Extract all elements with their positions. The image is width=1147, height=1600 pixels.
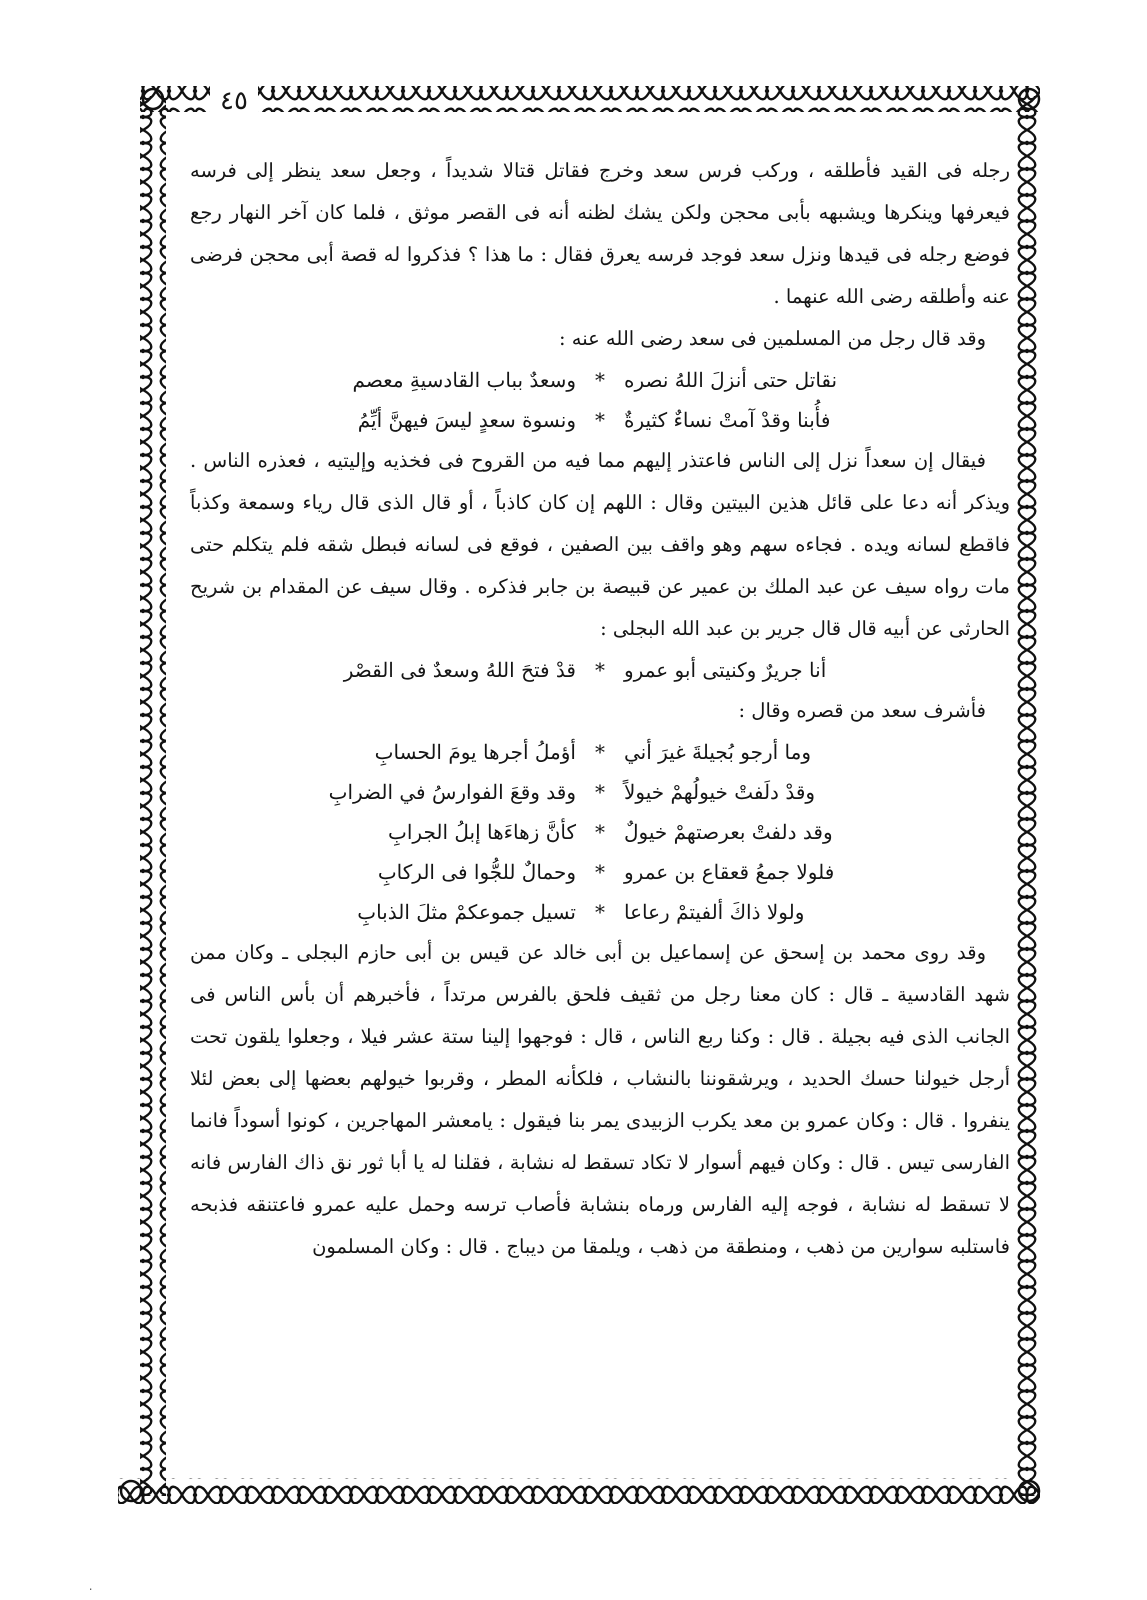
verse-first-hemistich: نقاتل حتى أنزلَ اللهُ نصره (624, 368, 838, 392)
paragraph-abu-mihjan: رجله فى القيد فأطلقه ، وركب فرس سعد وخرج فقاتل قتالا شديداً ، وجعل سعد ينظر إلى فرسه فيعرفها وينكرها ويشبهه بأبى محجن ولكن يشك لظنه أنه فى القصر موثق ، فلما كان آخر النهار رجع فوضع رجله فى قيدها ونزل سعد فوجد فرسه يعرق فقال : ما هذا ؟ فذكروا له قصة أبى محجن فرضى عنه وأطلقه رضى الله عنهما . (190, 159, 1010, 308)
paragraph-saad-speaks: فأشرف سعد من قصره وقال : (738, 699, 986, 722)
verse-first-hemistich: ولولا ذاكَ ألفيتمْ رعاعا (624, 900, 805, 924)
verse-second-hemistich: وحمالٌ للجُّوا فى الركابِ (377, 860, 576, 884)
verse-second-hemistich: قدْ فتحَ اللهُ وسعدٌ فى القصْر (343, 658, 576, 682)
poem-first (190, 360, 1010, 440)
verse-line (190, 650, 1010, 690)
verse-first-hemistich: وقدْ دلَفتْ خيولُهمْ خيولاً (624, 780, 816, 804)
verse-separator: * (595, 820, 605, 844)
verse-first-hemistich: فأُبنا وقدْ آمتْ نساءٌ كثيرةٌ (624, 408, 831, 432)
verse-line (190, 772, 1010, 812)
verse-separator: * (595, 408, 605, 432)
verse-first-hemistich: فلولا جمعُ قعقاع بن عمرو (624, 860, 835, 884)
verse-first-hemistich: أنا جريرٌ وكنيتى أبو عمرو (624, 658, 827, 682)
verse-second-hemistich: ونسوة سعدٍ ليسَ فيهنَّ أيِّمُ (357, 408, 576, 432)
verse-separator: * (595, 368, 605, 392)
verse-separator: * (595, 780, 605, 804)
margin-mark: ٠ (88, 1584, 94, 1595)
page-number: ٤٥ (210, 86, 258, 116)
paragraph-poem-intro: وقد قال رجل من المسلمين فى سعد رضى الله عنه : (558, 327, 986, 350)
text-body (190, 150, 1010, 1268)
verse-second-hemistich: كأنَّ زهاءَها إبلُ الجرابِ (388, 820, 576, 844)
verse-line (190, 852, 1010, 892)
paragraph-qays-narration: وقد روى محمد بن إسحق عن إسماعيل بن أبى خالد عن قيس بن أبى حازم البجلى ـ وكان ممن شهد القادسية ـ قال : كان معنا رجل من ثقيف فلحق بالفرس مرتداً ، فأخبرهم أن بأس الناس فى الجانب الذى فيه بجيلة . قال : وكنا ربع الناس ، قال : فوجهوا إلينا ستة عشر فيلا ، وجعلوا يلقون تحت أرجل خيولنا حسك الحديد ، ويرشقوننا بالنشاب ، فلكأنه المطر ، وقربوا خيولهم بعضها إلى بعض لئلا ينفروا . قال : وكان عمرو بن معد يكرب الزبيدى يمر بنا فيقول : يامعشر المهاجرين ، كونوا أسوداً فانما الفارسى تيس . قال : وكان فيهم أسوار لا تكاد تسقط له نشابة ، فقلنا له يا أبا ثور نق ذاك الفارس فانه لا تسقط له نشابة ، فوجه إليه الفارس ورماه بنشابة فأصاب ترسه وحمل عليه عمرو فاعتنقه فذبحه فاستلبه سوارين من ذهب ، ومنطقة من ذهب ، ويلمقا من ديباج . قال : وكان المسلمون (190, 941, 1010, 1258)
paragraph-saad-prayer: فيقال إن سعداً نزل إلى الناس فاعتذر إليهم مما فيه من القروح فى فخذيه وإليتيه ، فعذره الناس . ويذكر أنه دعا على قائل هذين البيتين وقال : اللهم إن كان كاذباً ، أو قال الذى قال رياء وسمعة وكذباً فاقطع لسانه ويده . فجاءه سهم وهو واقف بين الصفين ، فوقع فى لسانه فبطل شقه فلم يتكلم حتى مات رواه سيف عن عبد الملك بن عمير عن قبيصة بن جابر فذكره . وقال سيف عن المقدام بن شريح الحارثى عن أبيه قال قال جرير بن عبد الله البجلى : (190, 449, 1010, 640)
verse-separator: * (595, 658, 605, 682)
verse-line (190, 360, 1010, 400)
verse-second-hemistich: تسيل جموعكمْ مثلَ الذبابِ (357, 900, 576, 924)
verse-separator: * (595, 860, 605, 884)
verse-line (190, 892, 1010, 932)
verse-second-hemistich: وسعدٌ بباب القادسيةِ معصم (352, 368, 576, 392)
verse-line (190, 732, 1010, 772)
verse-first-hemistich: وقد دلفتْ بعرصتهمْ خيولٌ (624, 820, 833, 844)
verse-second-hemistich: أؤملُ أجرها يومَ الحسابِ (374, 740, 576, 764)
verse-second-hemistich: وقد وقعَ الفوارسُ في الضرابِ (328, 780, 576, 804)
poem-jarir (190, 650, 1010, 690)
verse-line (190, 812, 1010, 852)
verse-first-hemistich: وما أرجو بُجيلةَ غيرَ أني (624, 740, 811, 764)
verse-separator: * (595, 900, 605, 924)
verse-line (190, 400, 1010, 440)
verse-separator: * (595, 740, 605, 764)
poem-saad (190, 732, 1010, 932)
